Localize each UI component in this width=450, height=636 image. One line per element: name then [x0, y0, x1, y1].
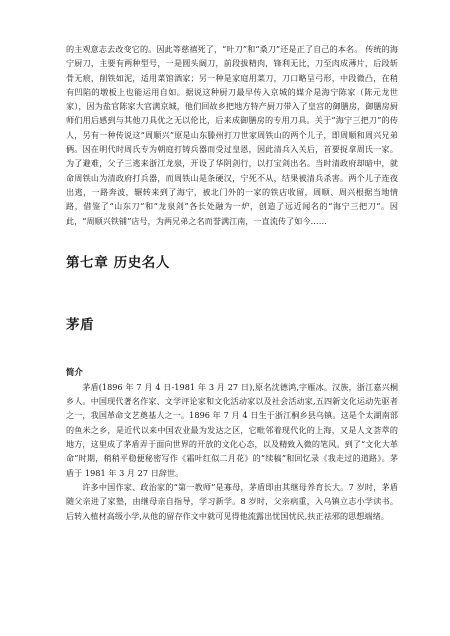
body-paragraph-intro: 茅盾(1896 年 7 月 4 日-1981 年 3 月 27 日),原名沈德鸿,字雁冰。汉族，浙江嘉兴桐乡人。中国现代著名作家、文学评论家和文化活动家以及社会活动家,五四新文化运动先驱者之一，我国革命文艺奠基人之一。1896 年 7 月 4 日生于浙江桐乡县乌镇。这是个太湖南部的鱼米之乡，是近代以来中国农业最为发达之区，它毗邻着现代化的上海，又是人文荟萃的地方，这里成了茅盾弄于面向世界的开放的文化心态，以及精致入微的笔风。到了“文化大革命”时期，稍稍平稳便秘密写作《霜叶红似二月花》的“续稿”和回忆录《我走过的道路》。茅盾于 1981 年 3 月 27 日辞世。: [66, 381, 398, 478]
person-heading: 茅盾: [66, 316, 95, 333]
section-subheading: 简介: [66, 366, 83, 377]
page-content: [66, 42, 398, 523]
body-paragraph-childhood: 许多中国作家、政治家的“第一教师”是寡母，茅盾即由其继母养育长大。7 岁时，茅盾随父亲进了家塾，由继母亲自指导，学习新学。8 岁时，父亲病重，入乌镇立志小学读书。后转入植材高级小学,从他的留存作文中就可见得他流露出忧国忧民,扶正祛邪的思想端绪。: [66, 481, 398, 521]
body-paragraph-continued: 的主观意志去改变它的。因此等慈禧死了，“叶刀”和“桑刀”还是正了自己的本名。 传统的海宁厨刀，主要有两种型号，一是圆头阔刀，前段拔精肉，锋利无比，刀至肉成薄片，后段斩骨无痕，削铁如泥，适用菜馆酒家；另一种是家庭用菜刀，刀口略呈弓形，中段微凸，在稍有凹陷的墩板上也能运用自如。据说这种厨刀最早传入京城的媒介是海宁陈家（陈元龙世家），因为盐官陈家大官满京城，他们回故乡把地方特产厨刀带入了皇宫的御膳房，御膳房厨师们用后感到与其他刀具优之无以伦比，后来成御膳房的专用刀具。关于“海宁三把刀”的传人，另有一种传说这“周顺兴”原是山东滕州打刀世家周铁山的两个儿子，即周顺和周兴兄弟俩。因在明代时周氏专为朝庭打铸兵器而受过皇恩，因此清兵入关后，首要捉拿周氏一家。为了避难，父子三逃来浙江龙泉，开设了华阴剑行，以打宝剑出名。当时清政府却暗中，就命周铁山为清政府打兵器，而周铁山是条硬汉，宁死不从，结果被清兵杀害。两个儿子连夜出逃，一路奔波，辗转来到了海宁，被北门外的一家的铁店收留，周顺、周兴根据当地情路，借鉴了“山东刀”和“龙泉剑”各长处融为一炉，创造了远近闻名的“海宁三把刀”。因此，“周顺兴铁铺”店号，为两兄弟之名而誉满江南，一直流传了如今……: [66, 44, 398, 226]
chapter-heading: 第七章 历史名人: [66, 254, 170, 271]
